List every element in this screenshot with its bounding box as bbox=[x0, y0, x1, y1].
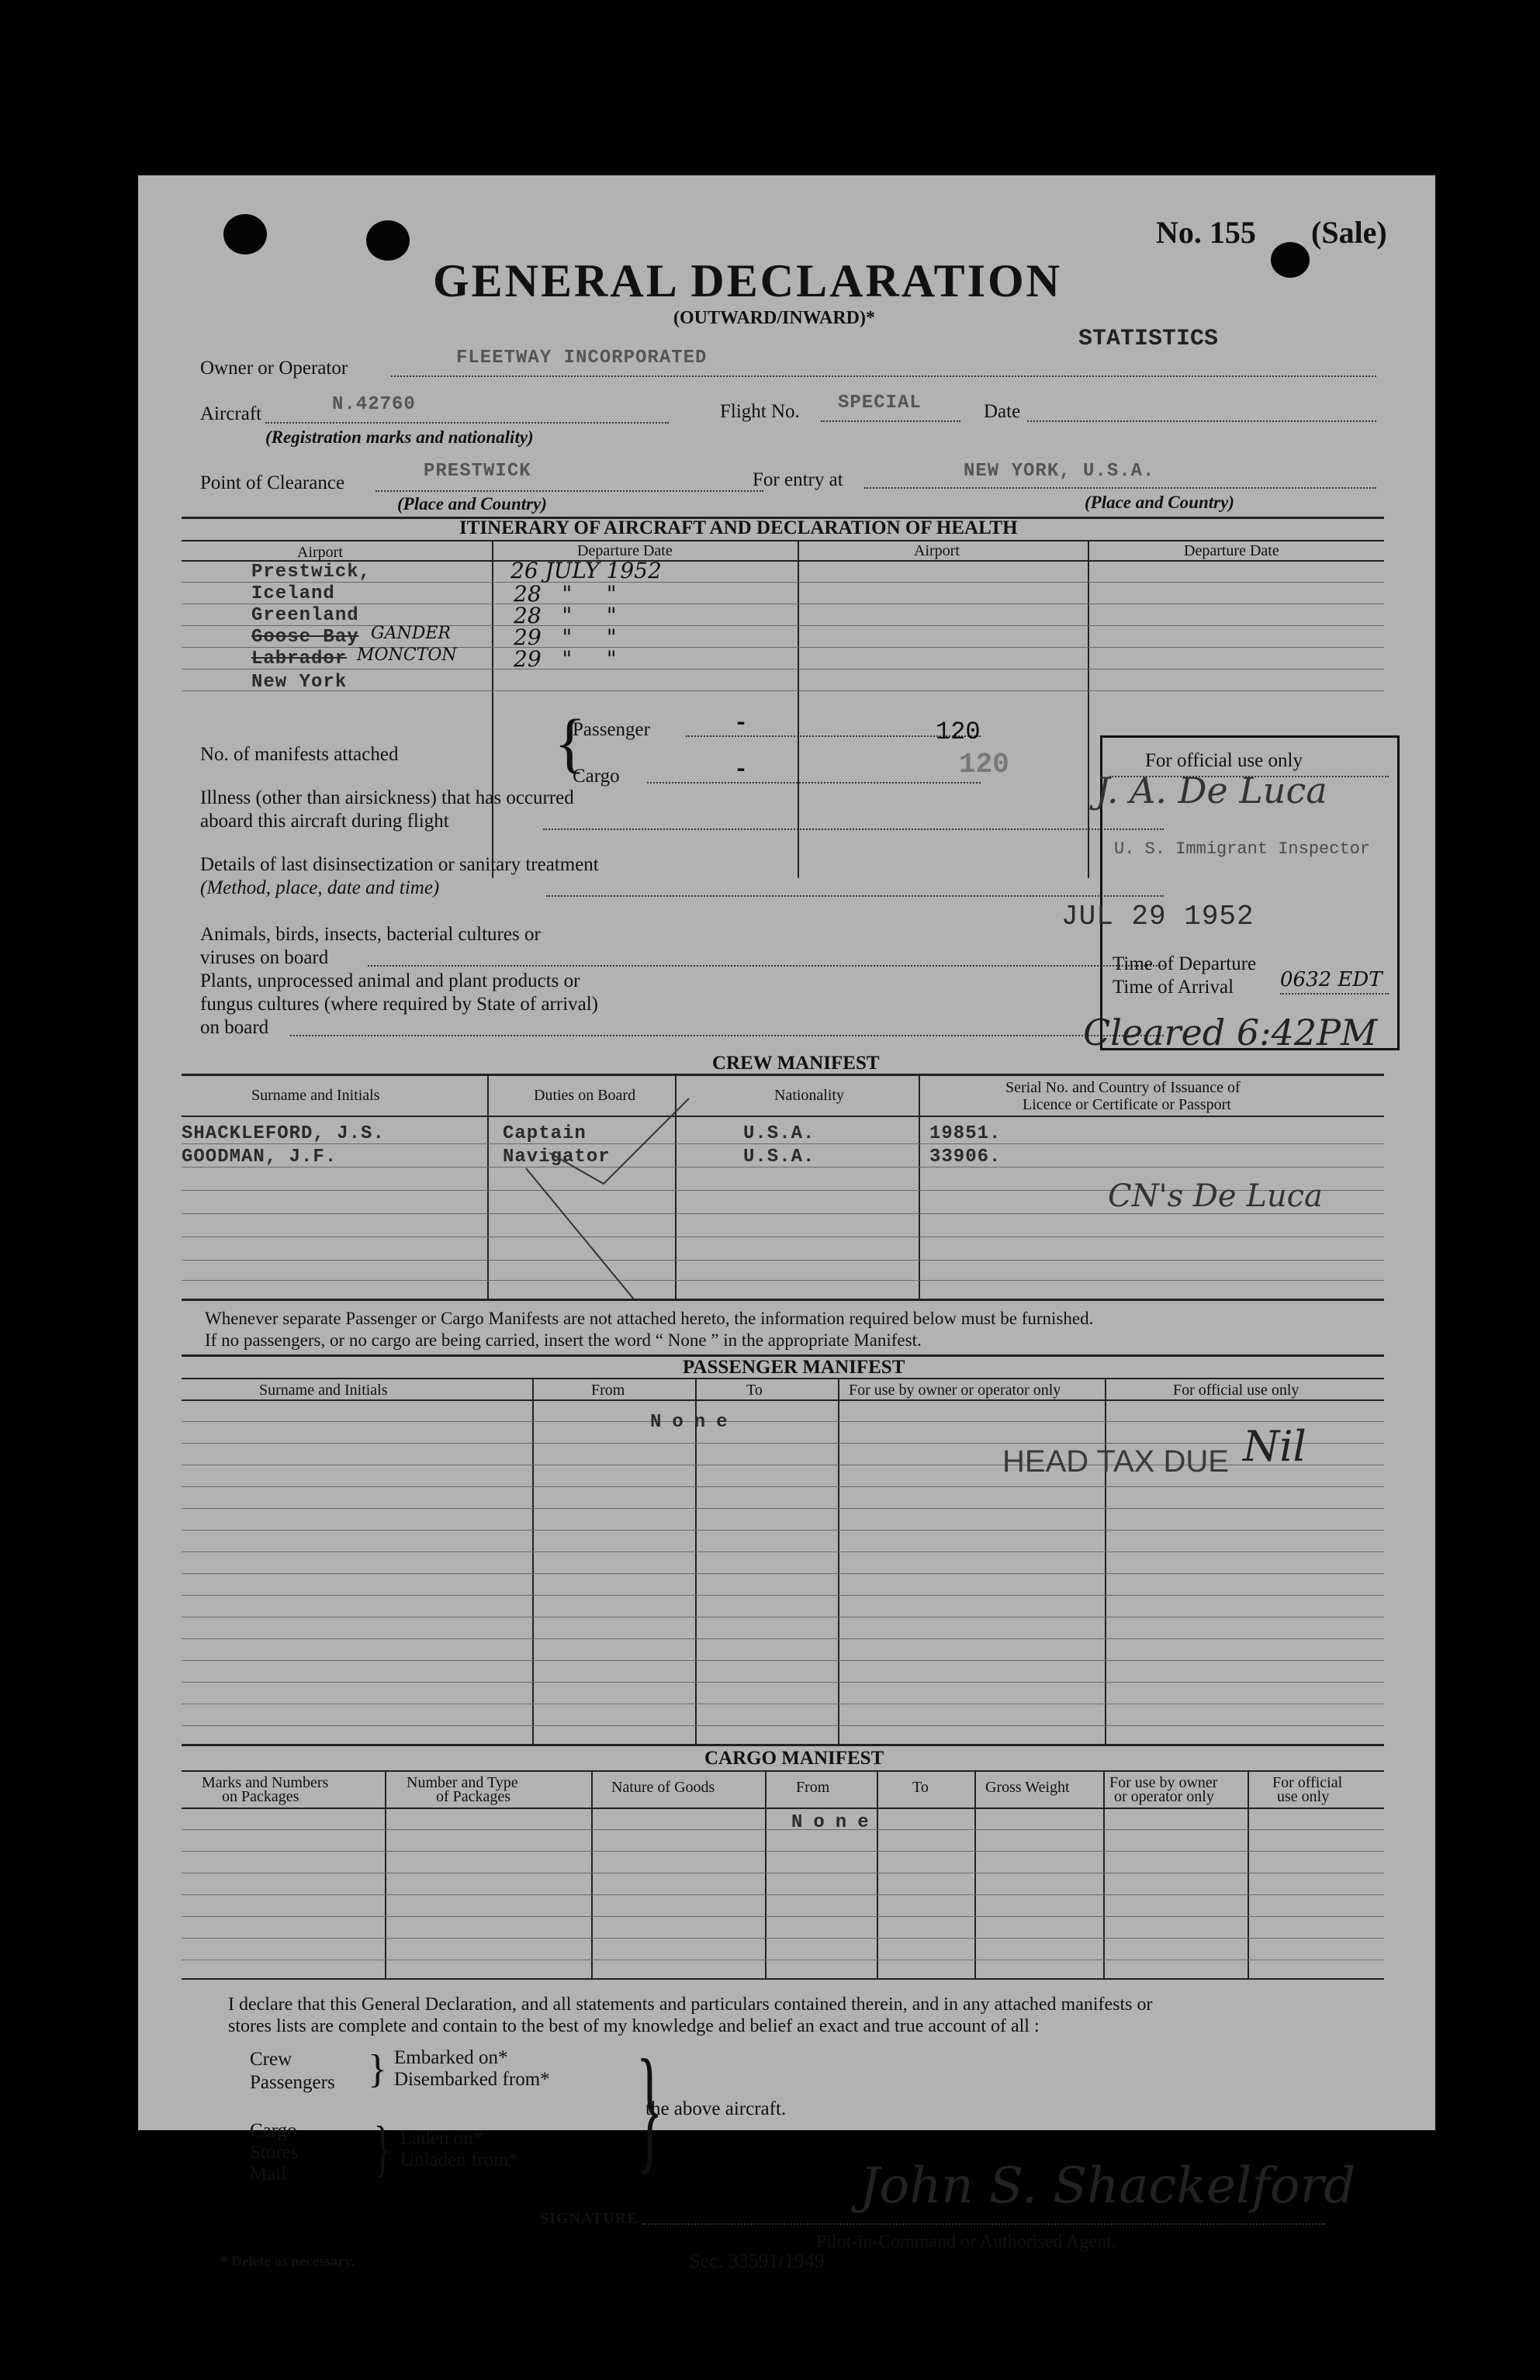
itinerary-airport-5-correction: MONCTON bbox=[357, 645, 457, 665]
passenger-col-to: To bbox=[746, 1382, 763, 1399]
itinerary-title: ITINERARY OF AIRCRAFT AND DECLARATION OF HEALTH bbox=[459, 517, 1018, 538]
crew-col-duties: Duties on Board bbox=[534, 1087, 636, 1104]
clearance-label: Point of Clearance bbox=[200, 472, 345, 493]
decl-passengers: Passengers bbox=[250, 2072, 335, 2093]
declaration-text-2: stores lists are complete and contain to the best of my knowledge and belief an exact and true account of all : bbox=[228, 2016, 1040, 2036]
animals-label-2: viruses on board bbox=[200, 947, 329, 968]
cargo-col-weight: Gross Weight bbox=[985, 1779, 1070, 1796]
cargo-dash: - bbox=[734, 757, 749, 784]
head-tax-value: Nil bbox=[1243, 1422, 1306, 1471]
decl-disembarked: Disembarked from* bbox=[394, 2069, 550, 2090]
passenger-manifest-count: 120 bbox=[936, 718, 981, 746]
itinerary-date-5: 29 " " bbox=[514, 646, 617, 672]
cargo-none-value: None bbox=[791, 1812, 880, 1833]
entry-value: NEW YORK, U.S.A. bbox=[964, 461, 1155, 482]
inspector-signature: J. A. De Luca bbox=[1095, 770, 1327, 811]
cargo-col-number: Number and Type bbox=[407, 1774, 518, 1791]
itinerary-date-2: 28 " " bbox=[514, 581, 617, 607]
crew-inspector-note: CN's De Luca bbox=[1108, 1178, 1323, 1214]
itinerary-col-departure2: Departure Date bbox=[1184, 542, 1279, 559]
passenger-none-value: None bbox=[650, 1412, 739, 1433]
clearance-note: (Place and Country) bbox=[397, 494, 547, 514]
crew-col-surname: Surname and Initials bbox=[251, 1087, 380, 1104]
owner-label: Owner or Operator bbox=[200, 358, 348, 379]
clearance-value: PRESTWICK bbox=[424, 461, 531, 482]
disinfection-label-1: Details of last disinsectization or sanitary treatment bbox=[200, 854, 599, 875]
cargo-col-owner-use-2: or operator only bbox=[1114, 1788, 1214, 1805]
entry-label: For entry at bbox=[753, 469, 843, 490]
crew-name-2: GOODMAN, J.F. bbox=[182, 1147, 337, 1168]
crew-nationality-1: U.S.A. bbox=[743, 1123, 815, 1144]
decl-brace-2: } bbox=[373, 2115, 392, 2183]
cargo-manifest-label: Cargo bbox=[573, 766, 620, 787]
aircraft-value: N.42760 bbox=[332, 394, 416, 415]
plants-label-2: fungus cultures (where required by State of arrival) bbox=[200, 994, 599, 1015]
passenger-col-official-use: For official use only bbox=[1173, 1382, 1299, 1399]
entry-note: (Place and Country) bbox=[1085, 493, 1234, 512]
page-title: GENERAL DECLARATION bbox=[433, 255, 1063, 306]
section-number: Sec. 33591/1949 bbox=[689, 2250, 825, 2272]
cargo-manifest-title: CARGO MANIFEST bbox=[704, 1748, 884, 1769]
flight-label: Flight No. bbox=[720, 401, 800, 422]
owner-value: FLEETWAY INCORPORATED bbox=[456, 348, 708, 368]
decl-unladen: Unladen from* bbox=[400, 2150, 519, 2171]
inspection-date-stamp: JUL 29 1952 bbox=[1061, 901, 1254, 932]
declaration-text-1: I declare that this General Declaration, and all statements and particulars contained therein, and in any attached manifests or bbox=[228, 1994, 1153, 2015]
decl-stores: Stores bbox=[250, 2142, 299, 2163]
crew-serial-1: 19851. bbox=[929, 1123, 1002, 1144]
itinerary-date-1: 26 JULY 1952 bbox=[510, 558, 662, 583]
itinerary-airport-6: New York bbox=[251, 672, 348, 693]
plants-label-1: Plants, unprocessed animal and plant products or bbox=[200, 970, 580, 991]
general-declaration-form bbox=[138, 175, 1435, 2272]
crew-col-nationality: Nationality bbox=[774, 1087, 844, 1104]
cargo-col-to: To bbox=[912, 1779, 929, 1796]
punch-hole bbox=[1271, 242, 1310, 278]
itinerary-date-3: 28 " " bbox=[514, 603, 617, 628]
delete-note: * Delete as necessary. bbox=[220, 2254, 355, 2270]
page-subtitle: (OUTWARD/INWARD)* bbox=[673, 308, 876, 328]
itinerary-airport-3: Greenland bbox=[251, 605, 359, 626]
aircraft-note: (Registration marks and nationality) bbox=[265, 427, 534, 447]
date-label: Date bbox=[984, 401, 1021, 422]
illness-label-1: Illness (other than airsickness) that has occurred bbox=[200, 787, 574, 808]
crew-nationality-2: U.S.A. bbox=[743, 1147, 815, 1168]
aircraft-label: Aircraft bbox=[200, 403, 262, 424]
form-sale-label: (Sale) bbox=[1311, 215, 1387, 250]
itinerary-airport-4-correction: GANDER bbox=[371, 624, 451, 643]
itinerary-col-airport: Airport bbox=[297, 544, 343, 561]
crew-col-licence: Licence or Certificate or Passport bbox=[1023, 1096, 1231, 1113]
passenger-col-from: From bbox=[591, 1382, 625, 1399]
form-number: No. 155 bbox=[1156, 215, 1256, 250]
inspector-stamp: U. S. Immigrant Inspector bbox=[1114, 839, 1371, 859]
itinerary-date-4: 29 " " bbox=[514, 624, 617, 650]
itinerary-col-departure: Departure Date bbox=[577, 542, 673, 559]
decl-above-aircraft: the above aircraft. bbox=[645, 2098, 787, 2119]
crew-manifest-title: CREW MANIFEST bbox=[712, 1053, 880, 1074]
decl-laden: Laden on* bbox=[400, 2128, 483, 2149]
plants-label-3: on board bbox=[200, 1017, 269, 1038]
cleared-note: Cleared 6:42PM bbox=[1083, 1012, 1378, 1053]
cargo-col-official-2: use only bbox=[1277, 1788, 1330, 1805]
decl-embarked: Embarked on* bbox=[394, 2047, 508, 2068]
flight-value: SPECIAL bbox=[838, 393, 922, 413]
manifests-brace: { bbox=[554, 705, 587, 780]
head-tax-stamp: HEAD TAX DUE bbox=[1002, 1444, 1229, 1479]
passenger-manifest-title: PASSENGER MANIFEST bbox=[683, 1357, 905, 1378]
statistics-stamp: STATISTICS bbox=[1078, 326, 1219, 352]
itinerary-airport-4: Goose Bay bbox=[251, 627, 359, 648]
animals-label-1: Animals, birds, insects, bacterial cultures or bbox=[200, 924, 541, 945]
itinerary-airport-1: Prestwick, bbox=[251, 562, 372, 583]
cargo-col-from: From bbox=[796, 1779, 830, 1796]
crew-duty-1: Captain bbox=[503, 1123, 587, 1144]
passenger-dash: - bbox=[734, 711, 749, 737]
passenger-col-owner-use: For use by owner or operator only bbox=[849, 1382, 1061, 1399]
punch-hole bbox=[223, 214, 267, 254]
decl-cargo: Cargo bbox=[250, 2120, 297, 2141]
crew-serial-2: 33906. bbox=[929, 1147, 1002, 1168]
crew-check-marks bbox=[433, 1067, 836, 1300]
cargo-col-marks: Marks and Numbers bbox=[202, 1774, 329, 1791]
punch-hole bbox=[366, 220, 410, 261]
passenger-manifest-label: Passenger bbox=[573, 719, 650, 740]
notice-line-2: If no passengers, or no cargo are being carried, insert the word “ None ” in the appropriate Manifest. bbox=[205, 1330, 922, 1350]
cargo-col-marks-2: on Packages bbox=[222, 1788, 299, 1805]
cargo-manifest-count: 120 bbox=[959, 749, 1009, 780]
cargo-col-official: For official bbox=[1272, 1774, 1343, 1791]
manifests-label: No. of manifests attached bbox=[200, 744, 399, 765]
crew-duty-2: Navigator bbox=[503, 1147, 611, 1168]
itinerary-airport-5: Labrador bbox=[251, 649, 348, 669]
decl-brace-main: } bbox=[635, 2031, 663, 2185]
cargo-col-owner-use: For use by owner bbox=[1109, 1774, 1218, 1791]
official-use-title: For official use only bbox=[1145, 750, 1303, 771]
cargo-col-nature: Nature of Goods bbox=[611, 1779, 715, 1796]
crew-name-1: SHACKLEFORD, J.S. bbox=[182, 1123, 385, 1144]
pilot-label: Pilot-in-Command or Authorised Agent. bbox=[816, 2232, 1116, 2252]
disinfection-label-2: (Method, place, date and time) bbox=[200, 877, 440, 898]
decl-brace-1: } bbox=[368, 2047, 387, 2091]
itinerary-col-airport2: Airport bbox=[914, 542, 960, 559]
cargo-col-number-2: of Packages bbox=[436, 1788, 511, 1805]
decl-crew: Crew bbox=[250, 2049, 292, 2070]
notice-line-1: Whenever separate Passenger or Cargo Manifests are not attached hereto, the information required below must be furnished. bbox=[205, 1309, 1094, 1328]
pilot-signature: John S. Shackelford bbox=[860, 2157, 1356, 2215]
signature-label: SIGNATURE bbox=[540, 2210, 638, 2227]
decl-mail: Mail bbox=[250, 2164, 287, 2185]
time-arrival-label: Time of Arrival bbox=[1113, 977, 1234, 998]
illness-label-2: aboard this aircraft during flight bbox=[200, 811, 449, 832]
crew-col-serial: Serial No. and Country of Issuance of bbox=[1005, 1079, 1241, 1096]
passenger-col-surname: Surname and Initials bbox=[259, 1382, 388, 1399]
time-arrival-value: 0632 EDT bbox=[1280, 968, 1383, 991]
time-departure-label: Time of Departure bbox=[1113, 953, 1257, 974]
itinerary-airport-2: Iceland bbox=[251, 583, 335, 604]
